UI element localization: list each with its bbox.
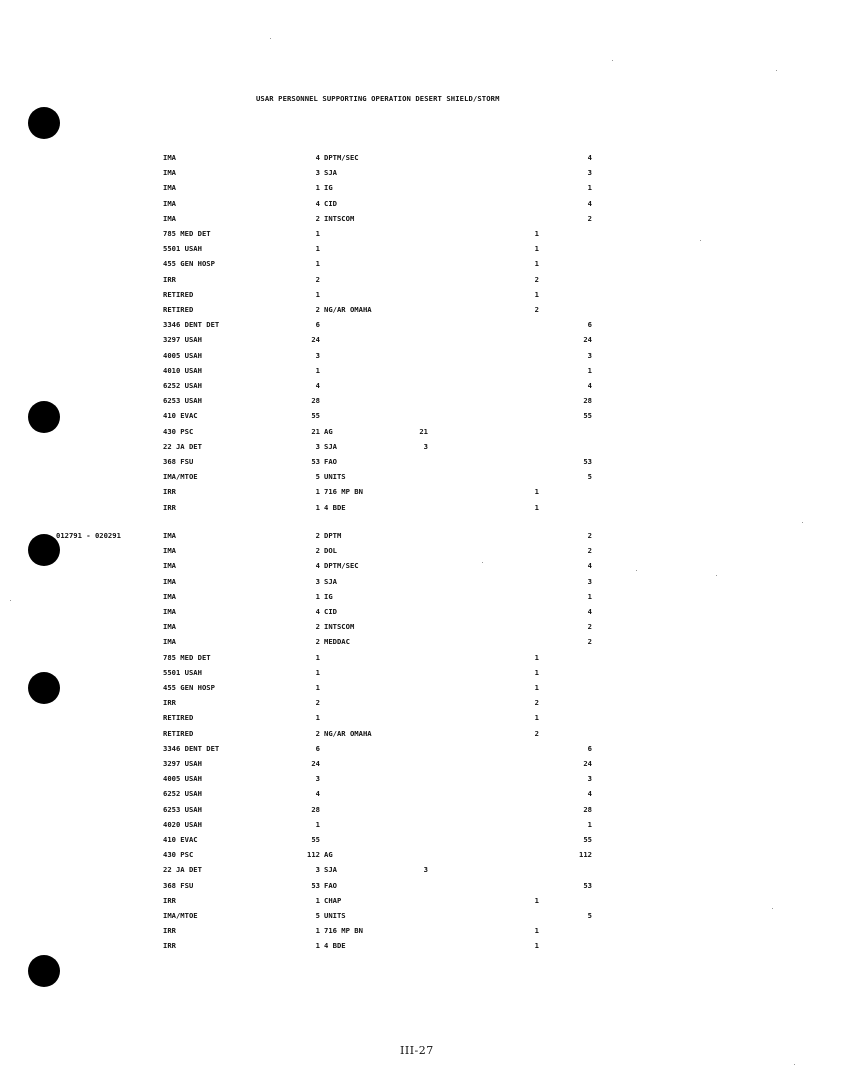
organization-cell: 716 MP BN (324, 487, 363, 497)
table-row (0, 290, 850, 305)
unit-cell: RETIRED (163, 305, 194, 314)
unit-cell: 6252 USAH (163, 789, 202, 799)
table-row (0, 168, 850, 183)
table-row (0, 275, 850, 290)
table-row (0, 805, 850, 820)
quantity-cell: 4 (315, 198, 320, 208)
organization-cell: CID (324, 607, 337, 616)
count-col-c-cell: 4 (587, 561, 592, 571)
count-col-c-cell: 4 (587, 607, 592, 616)
table-row (0, 729, 850, 744)
quantity-cell: 21 (311, 426, 320, 436)
count-col-b-cell: 2 (534, 698, 539, 708)
count-col-b-cell: 1 (534, 652, 539, 662)
organization-cell: 4 BDE (324, 941, 346, 951)
unit-cell: 4005 USAH (163, 350, 202, 360)
organization-cell: IG (324, 591, 333, 601)
count-col-b-cell: 1 (534, 713, 539, 723)
table-row (0, 820, 850, 835)
table-row (0, 305, 850, 320)
quantity-cell: 6 (315, 743, 320, 753)
count-col-c-cell: 3 (587, 774, 592, 784)
unit-cell: IMA/MTOE (163, 472, 198, 482)
unit-cell: IMA (163, 622, 176, 632)
unit-cell: 6253 USAH (163, 396, 202, 406)
scan-speck (612, 60, 613, 61)
unit-cell: 6253 USAH (163, 804, 202, 814)
table-row (0, 835, 850, 850)
table-row (0, 259, 850, 274)
quantity-cell: 2 (315, 213, 320, 223)
organization-cell: DOL (324, 546, 337, 556)
unit-cell: 4010 USAH (163, 365, 202, 375)
quantity-cell: 3 (315, 576, 320, 586)
quantity-cell: 1 (315, 487, 320, 497)
unit-cell: IMA (163, 591, 176, 601)
quantity-cell: 1 (315, 941, 320, 951)
organization-cell: SJA (324, 865, 337, 875)
unit-cell: 3346 DENT DET (163, 743, 220, 753)
table-row (0, 789, 850, 804)
quantity-cell: 5 (315, 911, 320, 920)
organization-cell: SJA (324, 168, 337, 178)
page-number: III-27 (400, 1044, 434, 1057)
page-title: USAR PERSONNEL SUPPORTING OPERATION DESERT SHIELD/STORM (256, 94, 500, 103)
unit-cell: 455 GEN HOSP (163, 259, 215, 269)
organization-cell: DPTM (324, 531, 342, 540)
table-row (0, 713, 850, 728)
table-row (0, 850, 850, 865)
count-col-c-cell: 1 (587, 183, 592, 193)
count-col-c-cell: 4 (587, 153, 592, 162)
table-row (0, 244, 850, 259)
table-row (0, 592, 850, 607)
unit-cell: 22 JA DET (163, 441, 202, 451)
table-row (0, 577, 850, 592)
unit-cell: IMA (163, 561, 176, 571)
unit-cell: 368 FSU (163, 880, 194, 890)
quantity-cell: 1 (315, 667, 320, 677)
table-row (0, 214, 850, 229)
count-col-c-cell: 4 (587, 198, 592, 208)
quantity-cell: 4 (315, 381, 320, 390)
count-col-c-cell: 5 (587, 911, 592, 920)
organization-cell: NG/AR OMAHA (324, 305, 372, 314)
count-col-b-cell: 1 (534, 259, 539, 269)
count-col-c-cell: 24 (583, 759, 592, 768)
count-col-c-cell: 53 (583, 880, 592, 890)
quantity-cell: 3 (315, 865, 320, 875)
table-row (0, 199, 850, 214)
binder-hole (28, 107, 60, 139)
organization-cell: UNITS (324, 472, 346, 482)
quantity-cell: 5 (315, 472, 320, 482)
unit-cell: IMA (163, 153, 176, 162)
table-row (0, 926, 850, 941)
quantity-cell: 2 (315, 698, 320, 708)
count-col-b-cell: 2 (534, 274, 539, 284)
table-row (0, 622, 850, 637)
table-row (0, 683, 850, 698)
count-col-c-cell: 5 (587, 472, 592, 482)
quantity-cell: 2 (315, 274, 320, 284)
quantity-cell: 53 (311, 880, 320, 890)
unit-cell: 5501 USAH (163, 244, 202, 254)
count-col-c-cell: 3 (587, 350, 592, 360)
unit-cell: IMA (163, 183, 176, 193)
organization-cell: DPTM/SEC (324, 153, 359, 162)
count-col-c-cell: 6 (587, 320, 592, 330)
organization-cell: 4 BDE (324, 502, 346, 512)
count-col-c-cell: 6 (587, 743, 592, 753)
quantity-cell: 55 (311, 411, 320, 421)
unit-cell: 430 PSC (163, 426, 194, 436)
table-row (0, 896, 850, 911)
quantity-cell: 1 (315, 183, 320, 193)
organization-cell: UNITS (324, 911, 346, 920)
unit-cell: 785 MED DET (163, 229, 211, 238)
count-col-c-cell: 53 (583, 457, 592, 466)
organization-cell: CID (324, 198, 337, 208)
table-row (0, 427, 850, 442)
organization-cell: SJA (324, 441, 337, 451)
quantity-cell: 2 (315, 305, 320, 314)
unit-cell: IRR (163, 698, 176, 708)
table-row (0, 561, 850, 576)
binder-hole (28, 955, 60, 987)
unit-cell: IRR (163, 274, 176, 284)
scan-speck (270, 38, 271, 39)
table-row (0, 335, 850, 350)
table-row (0, 744, 850, 759)
unit-cell: IMA (163, 607, 176, 616)
unit-cell: IMA (163, 546, 176, 556)
unit-cell: IMA (163, 576, 176, 586)
quantity-cell: 1 (315, 244, 320, 254)
count-col-a-cell: 21 (419, 426, 428, 436)
quantity-cell: 28 (311, 804, 320, 814)
table-row (0, 366, 850, 381)
table-row (0, 653, 850, 668)
count-col-b-cell: 1 (534, 229, 539, 238)
quantity-cell: 53 (311, 457, 320, 466)
count-col-b-cell: 1 (534, 502, 539, 512)
unit-cell: 455 GEN HOSP (163, 683, 215, 692)
organization-cell: FAO (324, 457, 337, 466)
count-col-c-cell: 55 (583, 411, 592, 421)
count-col-c-cell: 2 (587, 531, 592, 540)
quantity-cell: 1 (315, 819, 320, 829)
unit-cell: 6252 USAH (163, 381, 202, 390)
quantity-cell: 1 (315, 683, 320, 692)
organization-cell: INTSCOM (324, 213, 355, 223)
count-col-c-cell: 3 (587, 576, 592, 586)
count-col-c-cell: 2 (587, 622, 592, 632)
unit-cell: IMA (163, 637, 176, 647)
quantity-cell: 24 (311, 759, 320, 768)
table-row (0, 774, 850, 789)
table-row (0, 472, 850, 487)
table-row (0, 546, 850, 561)
unit-cell: 4020 USAH (163, 819, 202, 829)
quantity-cell: 2 (315, 622, 320, 632)
table-row (0, 881, 850, 896)
quantity-cell: 24 (311, 335, 320, 345)
count-col-b-cell: 1 (534, 683, 539, 692)
unit-cell: 785 MED DET (163, 652, 211, 662)
unit-cell: 430 PSC (163, 850, 194, 860)
count-col-c-cell: 1 (587, 365, 592, 375)
count-col-c-cell: 4 (587, 789, 592, 799)
count-col-c-cell: 2 (587, 546, 592, 556)
scan-speck (794, 1064, 795, 1065)
quantity-cell: 4 (315, 153, 320, 162)
unit-cell: 22 JA DET (163, 865, 202, 875)
unit-cell: IMA (163, 198, 176, 208)
table-row (0, 442, 850, 457)
unit-cell: IMA (163, 531, 176, 540)
table-row (0, 865, 850, 880)
count-col-b-cell: 1 (534, 926, 539, 936)
count-col-b-cell: 1 (534, 487, 539, 497)
quantity-cell: 2 (315, 637, 320, 647)
organization-cell: FAO (324, 880, 337, 890)
table-row (0, 698, 850, 713)
count-col-b-cell: 2 (534, 728, 539, 738)
unit-cell: 410 EVAC (163, 835, 198, 844)
quantity-cell: 28 (311, 396, 320, 406)
count-col-c-cell: 24 (583, 335, 592, 345)
organization-cell: AG (324, 850, 333, 860)
count-col-c-cell: 55 (583, 835, 592, 844)
table-row (0, 351, 850, 366)
unit-cell: RETIRED (163, 289, 194, 299)
table-row (0, 396, 850, 411)
organization-cell: NG/AR OMAHA (324, 728, 372, 738)
table-row (0, 487, 850, 502)
table-row (0, 183, 850, 198)
unit-cell: IRR (163, 487, 176, 497)
quantity-cell: 3 (315, 350, 320, 360)
count-col-a-cell: 3 (423, 441, 428, 451)
organization-cell: AG (324, 426, 333, 436)
unit-cell: IRR (163, 941, 176, 951)
organization-cell: INTSCOM (324, 622, 355, 632)
quantity-cell: 1 (315, 289, 320, 299)
unit-cell: 410 EVAC (163, 411, 198, 421)
count-col-c-cell: 1 (587, 591, 592, 601)
section-2-date-range: 012791 - 020291 (56, 531, 121, 540)
quantity-cell: 3 (315, 774, 320, 784)
count-col-a-cell: 3 (423, 865, 428, 875)
count-col-b-cell: 2 (534, 305, 539, 314)
table-row (0, 759, 850, 774)
organization-cell: IG (324, 183, 333, 193)
unit-cell: IMA (163, 168, 176, 178)
organization-cell: 716 MP BN (324, 926, 363, 936)
unit-cell: 3297 USAH (163, 335, 202, 345)
unit-cell: 4005 USAH (163, 774, 202, 784)
count-col-c-cell: 2 (587, 213, 592, 223)
quantity-cell: 112 (307, 850, 320, 860)
quantity-cell: 1 (315, 259, 320, 269)
quantity-cell: 1 (315, 713, 320, 723)
organization-cell: MEDDAC (324, 637, 350, 647)
count-col-c-cell: 28 (583, 396, 592, 406)
quantity-cell: 1 (315, 895, 320, 905)
unit-cell: IMA (163, 213, 176, 223)
table-row (0, 503, 850, 518)
count-col-c-cell: 1 (587, 819, 592, 829)
quantity-cell: 1 (315, 926, 320, 936)
quantity-cell: 1 (315, 365, 320, 375)
unit-cell: IRR (163, 926, 176, 936)
table-row (0, 381, 850, 396)
count-col-c-cell: 4 (587, 381, 592, 390)
organization-cell: CHAP (324, 895, 342, 905)
quantity-cell: 1 (315, 591, 320, 601)
quantity-cell: 2 (315, 728, 320, 738)
unit-cell: RETIRED (163, 713, 194, 723)
table-row (0, 411, 850, 426)
unit-cell: 5501 USAH (163, 667, 202, 677)
quantity-cell: 4 (315, 789, 320, 799)
unit-cell: IRR (163, 895, 176, 905)
count-col-b-cell: 1 (534, 667, 539, 677)
count-col-c-cell: 112 (579, 850, 592, 860)
count-col-b-cell: 1 (534, 289, 539, 299)
quantity-cell: 2 (315, 546, 320, 556)
count-col-b-cell: 1 (534, 941, 539, 951)
table-row (0, 531, 850, 546)
quantity-cell: 6 (315, 320, 320, 330)
count-col-c-cell: 28 (583, 804, 592, 814)
quantity-cell: 2 (315, 531, 320, 540)
organization-cell: SJA (324, 576, 337, 586)
table-row (0, 637, 850, 652)
table-row (0, 911, 850, 926)
quantity-cell: 1 (315, 652, 320, 662)
count-col-b-cell: 1 (534, 244, 539, 254)
quantity-cell: 3 (315, 441, 320, 451)
quantity-cell: 55 (311, 835, 320, 844)
scan-speck (776, 70, 777, 71)
unit-cell: IMA/MTOE (163, 911, 198, 920)
unit-cell: 3346 DENT DET (163, 320, 220, 330)
scan-speck (802, 522, 803, 523)
unit-cell: IRR (163, 502, 176, 512)
table-row (0, 457, 850, 472)
quantity-cell: 3 (315, 168, 320, 178)
table-row (0, 668, 850, 683)
table-row (0, 320, 850, 335)
quantity-cell: 4 (315, 561, 320, 571)
quantity-cell: 1 (315, 502, 320, 512)
table-row (0, 229, 850, 244)
count-col-c-cell: 2 (587, 637, 592, 647)
count-col-b-cell: 1 (534, 895, 539, 905)
quantity-cell: 1 (315, 229, 320, 238)
unit-cell: 3297 USAH (163, 759, 202, 768)
unit-cell: 368 FSU (163, 457, 194, 466)
unit-cell: RETIRED (163, 728, 194, 738)
table-row (0, 607, 850, 622)
table-row (0, 153, 850, 168)
quantity-cell: 4 (315, 607, 320, 616)
organization-cell: DPTM/SEC (324, 561, 359, 571)
count-col-c-cell: 3 (587, 168, 592, 178)
table-row (0, 941, 850, 956)
